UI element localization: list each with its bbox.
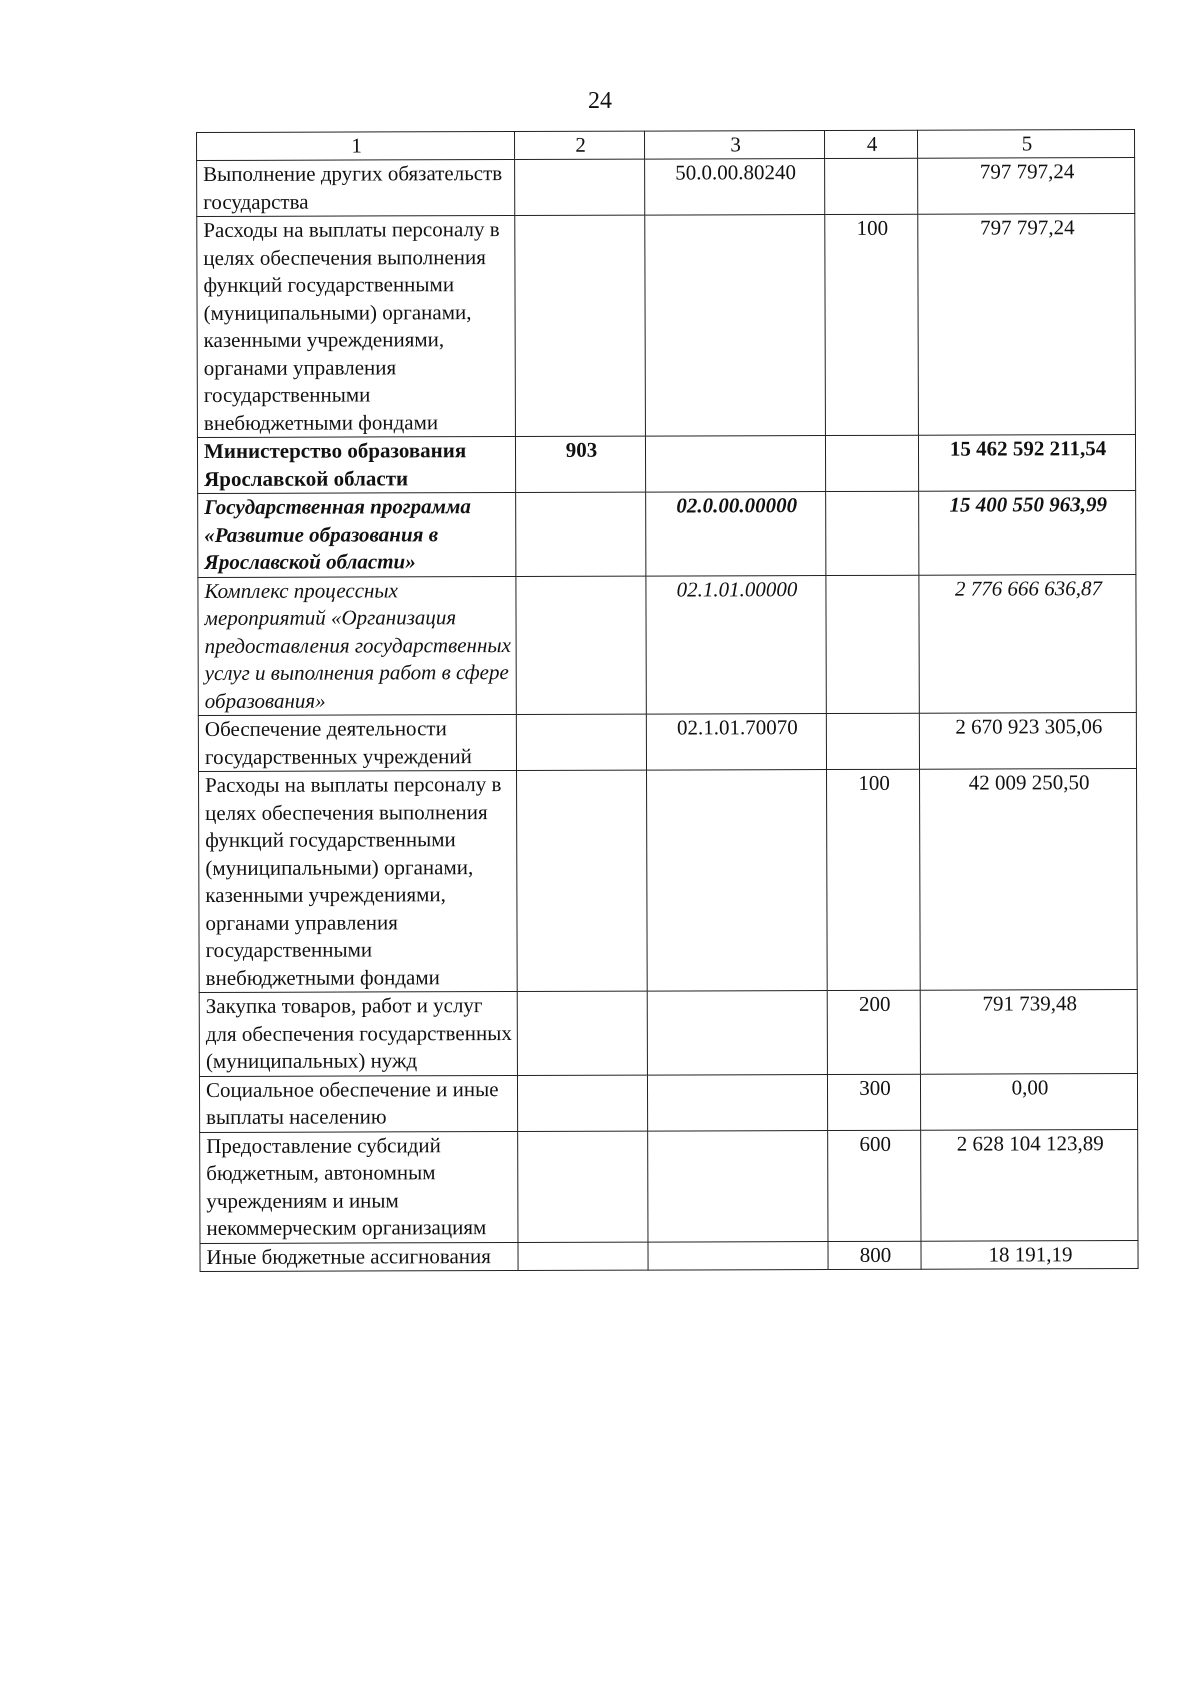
table-row	[197, 158, 1135, 217]
row-target-article-cell	[647, 991, 827, 1075]
table-row	[198, 491, 1136, 577]
row-name-cell: Расходы на выплаты персоналу в целях обеспечения выполнения функций государственными (муниципальными) органами, казенными учреждениями, органами управления государственными внебюджетными фондами	[199, 770, 518, 992]
column-header-3: 3	[644, 131, 824, 160]
row-amount-cell: 18 191,19	[921, 1240, 1138, 1269]
row-name-cell: Комплекс процессных мероприятий «Организация предоставления государственных услуг и выполнения работ в сфере образования»	[198, 576, 516, 715]
table-row	[200, 1129, 1138, 1243]
row-ministry-code-cell	[518, 1242, 648, 1271]
row-expense-type-cell: 600	[828, 1130, 921, 1241]
row-target-article-cell: 50.0.00.80240	[645, 159, 825, 216]
table-row	[200, 1240, 1138, 1271]
row-expense-type-cell	[825, 435, 918, 491]
table-body	[197, 158, 1138, 1272]
page-number: 24	[588, 88, 612, 114]
row-amount-cell: 2 670 923 305,06	[919, 713, 1136, 770]
row-ministry-code-cell	[517, 991, 647, 1075]
row-ministry-code-cell	[516, 576, 646, 715]
row-expense-type-cell: 800	[828, 1241, 921, 1270]
row-expense-type-cell	[826, 491, 919, 575]
column-header-2: 2	[515, 131, 645, 159]
row-expense-type-cell	[826, 575, 919, 714]
row-amount-cell: 0,00	[920, 1073, 1137, 1130]
row-ministry-code-cell	[518, 1131, 648, 1242]
row-ministry-code-cell	[515, 159, 645, 215]
row-ministry-code-cell	[516, 714, 646, 770]
table-row	[198, 713, 1136, 772]
row-expense-type-cell: 300	[827, 1074, 920, 1130]
row-name-cell: Государственная программа «Развитие образования в Ярославской области»	[198, 492, 516, 576]
row-ministry-code-cell	[517, 770, 648, 991]
column-header-4: 4	[824, 130, 917, 158]
row-expense-type-cell: 200	[827, 990, 920, 1074]
row-name-cell: Обеспечение деятельности государственных учреждений	[198, 714, 516, 771]
row-name-cell: Выполнение других обязательств государства	[197, 159, 515, 216]
row-expense-type-cell	[826, 713, 919, 769]
row-amount-cell: 791 739,48	[920, 990, 1137, 1074]
table-row	[197, 435, 1135, 494]
table-row	[199, 1073, 1137, 1132]
row-target-article-cell	[648, 1130, 828, 1242]
row-amount-cell: 42 009 250,50	[920, 769, 1138, 991]
row-name-cell: Социальное обеспечение и иные выплаты населению	[199, 1075, 517, 1132]
row-expense-type-cell	[825, 158, 918, 214]
row-expense-type-cell: 100	[827, 769, 921, 990]
row-target-article-cell	[645, 215, 826, 437]
row-target-article-cell	[648, 1241, 828, 1270]
row-name-cell: Закупка товаров, работ и услуг для обеспечения государственных (муниципальных) нужд	[199, 991, 517, 1075]
row-target-article-cell	[645, 436, 825, 493]
row-ministry-code-cell	[515, 215, 646, 436]
row-ministry-code-cell: 903	[515, 436, 645, 492]
row-amount-cell: 2 628 104 123,89	[921, 1129, 1138, 1241]
table-row	[197, 214, 1136, 438]
row-target-article-cell	[647, 770, 828, 992]
table-header-row	[197, 130, 1135, 161]
row-target-article-cell	[647, 1074, 827, 1131]
row-amount-cell: 15 400 550 963,99	[919, 491, 1136, 575]
row-expense-type-cell: 100	[825, 214, 919, 435]
row-target-article-cell: 02.1.01.70070	[646, 714, 826, 771]
table-row	[199, 990, 1137, 1076]
row-name-cell: Министерство образования Ярославской области	[197, 436, 515, 493]
row-amount-cell: 2 776 666 636,87	[919, 574, 1136, 713]
table-row	[199, 769, 1138, 993]
row-target-article-cell: 02.0.00.00000	[646, 492, 826, 576]
row-name-cell: Предоставление субсидий бюджетным, автономным учреждениям и иным некоммерческим организациям	[200, 1131, 518, 1243]
row-amount-cell: 797 797,24	[918, 158, 1135, 215]
column-header-1: 1	[197, 131, 515, 160]
row-ministry-code-cell	[517, 1075, 647, 1131]
row-amount-cell: 15 462 592 211,54	[918, 435, 1135, 492]
row-target-article-cell: 02.1.01.00000	[646, 575, 826, 714]
column-header-5: 5	[917, 130, 1134, 159]
budget-table	[196, 129, 1139, 1272]
row-name-cell: Расходы на выплаты персоналу в целях обеспечения выполнения функций государственными (муниципальными) органами, казенными учреждениями, органами управления государственными внебюджетными фондами	[197, 215, 516, 437]
row-ministry-code-cell	[516, 492, 646, 576]
row-amount-cell: 797 797,24	[918, 214, 1136, 436]
row-name-cell: Иные бюджетные ассигнования	[200, 1242, 518, 1271]
table-row	[198, 574, 1136, 715]
